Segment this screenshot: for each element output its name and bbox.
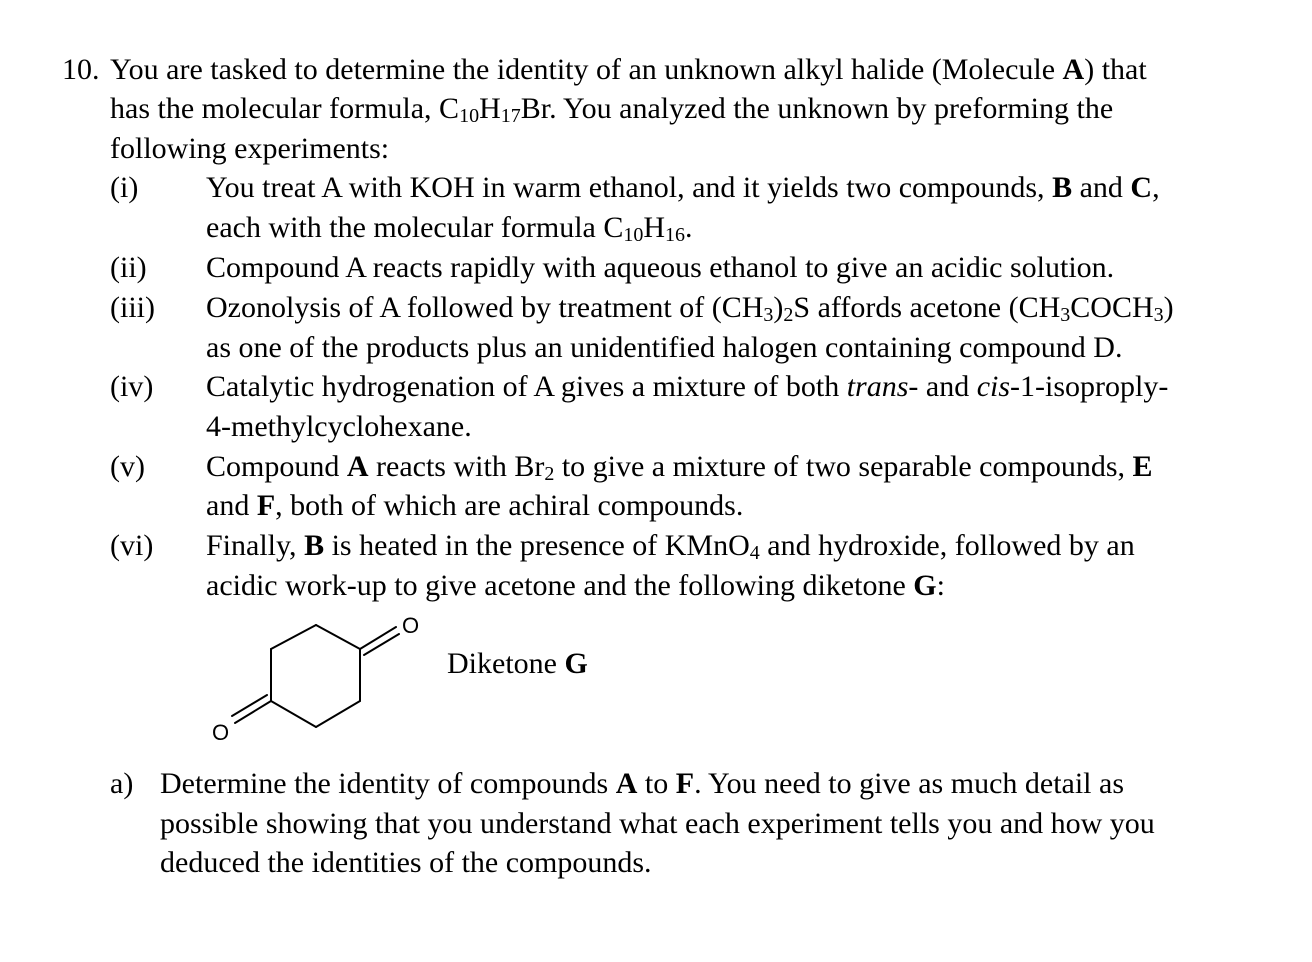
intro-line-3: following experiments: [110, 132, 390, 165]
experiment-label-i: (i) [110, 171, 139, 204]
intro-line-2: has the molecular formula, $C_{10}H_{17}Br$. You analyzed the unknown by preforming the [110, 92, 1114, 127]
intro-line-1: You are tasked to determine the identity of an unknown alkyl halide (Molecule A) that [110, 53, 1147, 86]
experiment-i-line-2: each with the molecular formula $C_{10}H_{16}$. [206, 211, 693, 246]
oxygen-bottom-label: O [212, 720, 230, 745]
ring-bonds [232, 625, 399, 727]
question-number: 10. [62, 53, 100, 86]
experiment-iii-line-2: as one of the products plus an unidentified halogen containing compound D. [206, 331, 1123, 364]
bond-ring-6 [271, 625, 316, 649]
part-a-label: a) [110, 767, 134, 800]
experiment-iii-line-1: Ozonolysis of A followed by treatment of $(CH_3)_2S$ affords acetone $(CH_3COCH_3)$ [206, 291, 1174, 326]
bond-ring-1 [316, 625, 360, 649]
experiment-vi-line-2: acidic work-up to give acetone and the following diketone G: [206, 569, 945, 602]
experiment-i-line-1: You treat A with KOH in warm ethanol, and it yields two compounds, B and C, [206, 171, 1160, 204]
experiment-label-iii: (iii) [110, 291, 155, 324]
experiment-label-vi: (vi) [110, 529, 154, 562]
bond-ring-4 [271, 701, 316, 727]
experiment-v-line-2: and F, both of which are achiral compounds. [206, 489, 744, 522]
oxygen-top-label: O [402, 613, 420, 638]
experiment-label-ii: (ii) [110, 251, 147, 284]
bond-ring-3 [316, 701, 360, 727]
part-a-line-2: possible showing that you understand what each experiment tells you and how you [160, 807, 1155, 840]
part-a-line-3: deduced the identities of the compounds. [160, 846, 652, 879]
experiment-v-line-1: Compound A reacts with $Br_2$ to give a mixture of two separable compounds, E [206, 450, 1153, 485]
experiment-label-v: (v) [110, 450, 145, 483]
experiment-label-iv: (iv) [110, 370, 154, 403]
experiment-vi-line-1: Finally, B is heated in the presence of KMnO$_4$ and hydroxide, followed by an [206, 529, 1135, 564]
experiment-iv-line-2: 4-methylcyclohexane. [206, 410, 472, 443]
experiment-ii-line-1: Compound A reacts rapidly with aqueous ethanol to give an acidic solution. [206, 251, 1115, 284]
experiment-iv-line-1: Catalytic hydrogenation of A gives a mixture of both trans- and cis-1-isoproply- [206, 370, 1169, 403]
diketone-caption: Diketone G [447, 647, 588, 680]
part-a-line-1: Determine the identity of compounds A to F. You need to give as much detail as [160, 767, 1125, 800]
diketone-g-structure [200, 605, 430, 755]
